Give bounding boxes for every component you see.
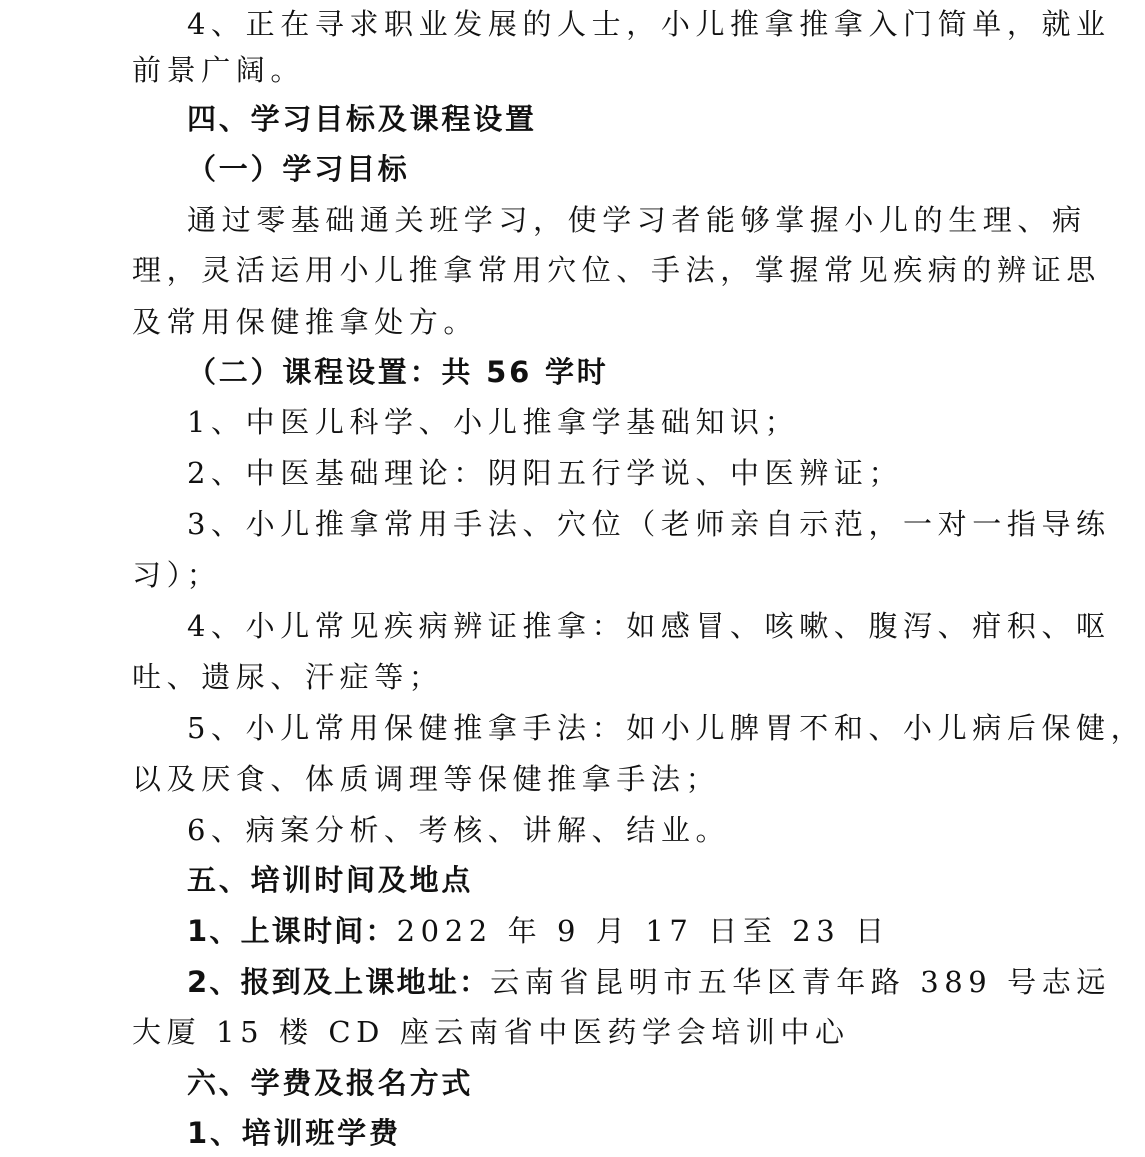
training-address-label: 2、报到及上课地址： <box>187 965 491 999</box>
subheading-course-setup: （二）课程设置：共 56 学时 <box>187 355 609 389</box>
goals-paragraph-line-3: 及常用保健推拿处方。 <box>132 305 479 339</box>
section-heading-4: 四、学习目标及课程设置 <box>187 102 537 136</box>
section-heading-6: 六、学费及报名方式 <box>187 1066 474 1100</box>
fee-item-1: 1、培训班学费 <box>187 1116 401 1150</box>
training-address-line-2: 大厦 15 楼 CD 座云南省中医药学会培训中心 <box>132 1015 850 1049</box>
course-item-4-line-1: 4、小儿常见疾病辨证推拿：如感冒、咳嗽、腹泻、疳积、呕 <box>187 609 1111 643</box>
course-item-4-line-2: 吐、遗尿、汗症等； <box>132 660 444 694</box>
goals-paragraph-line-2: 理，灵活运用小儿推拿常用穴位、手法，掌握常见疾病的辨证思 <box>132 253 1101 287</box>
audience-item-4-line-2: 前景广阔。 <box>132 53 306 87</box>
training-address-value: 云南省昆明市五华区青年路 389 号志远 <box>490 965 1111 999</box>
subheading-learning-goals: （一）学习目标 <box>187 152 410 186</box>
course-item-2: 2、中医基础理论：阴阳五行学说、中医辨证； <box>187 456 904 490</box>
training-address-line-1 <box>187 958 1111 1006</box>
training-time-label: 1、上课时间： <box>187 914 397 948</box>
course-item-5-line-1: 5、小儿常用保健推拿手法：如小儿脾胃不和、小儿病后保健， <box>187 711 1145 745</box>
course-item-1: 1、中医儿科学、小儿推拿学基础知识； <box>187 405 800 439</box>
goals-paragraph-line-1: 通过零基础通关班学习，使学习者能够掌握小儿的生理、病 <box>187 203 1087 237</box>
audience-item-4-line-1: 4、正在寻求职业发展的人士，小儿推拿推拿入门简单，就业 <box>187 7 1111 41</box>
training-time-value: 2022 年 9 月 17 日至 23 日 <box>396 914 890 948</box>
course-item-3-line-2: 习）； <box>132 558 222 592</box>
training-time-line <box>187 907 962 955</box>
course-item-3-line-1: 3、小儿推拿常用手法、穴位（老师亲自示范，一对一指导练 <box>187 507 1111 541</box>
course-item-6: 6、病案分析、考核、讲解、结业。 <box>187 813 731 847</box>
section-heading-5: 五、培训时间及地点 <box>187 863 474 897</box>
course-item-5-line-2: 以及厌食、体质调理等保健推拿手法； <box>132 762 721 796</box>
